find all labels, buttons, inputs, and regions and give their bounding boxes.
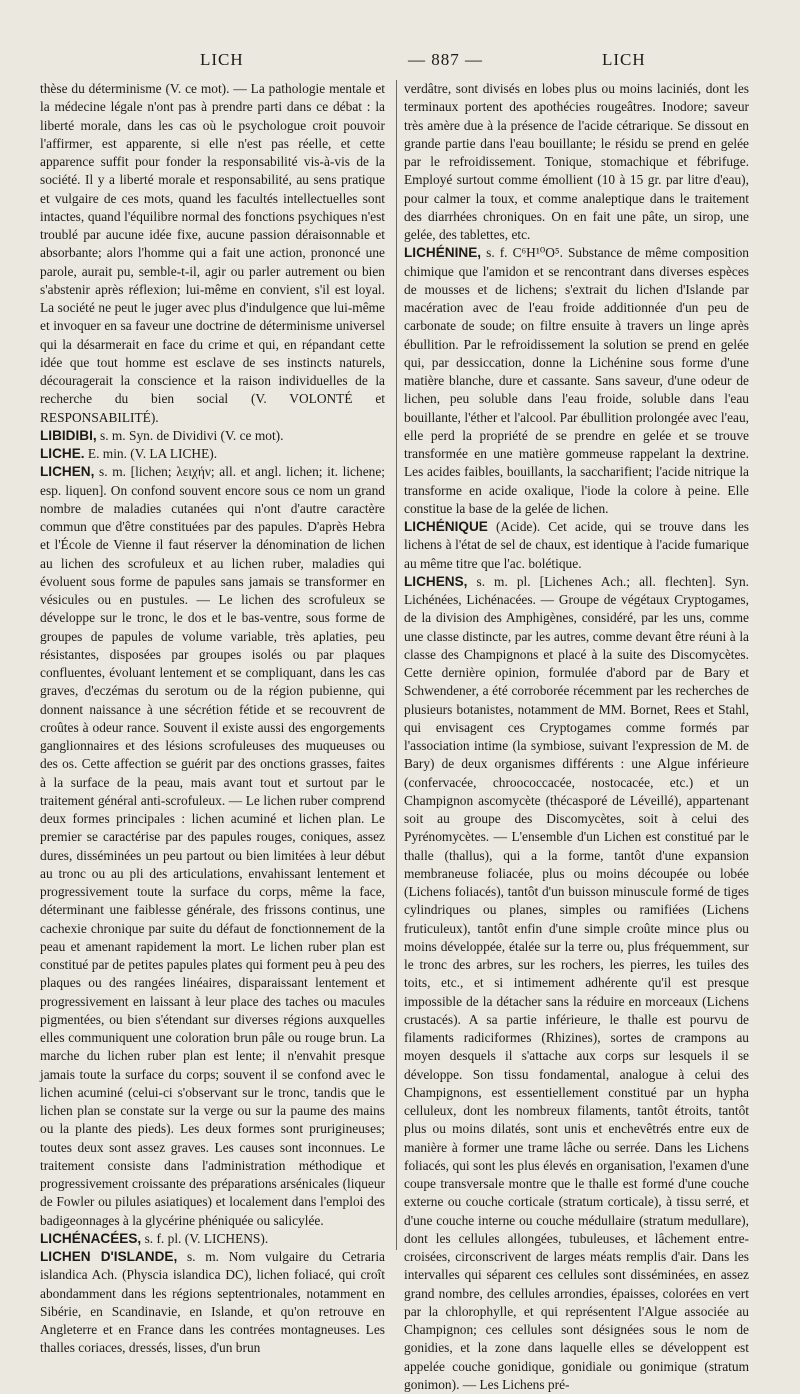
entry-text: verdâtre, sont divisés en lobes plus ou moins laciniés, dont les terminaux portent des apothécies rougeâtres. Inodore; saveur très amère due à la présence de l'acide cétrarique. Se dissout en grande partie dans l'eau bouillante; le résidu se prend en gelée par le refroidissement. Tonique, stomachique et fébrifuge. Employé surtout comme émollient (10 à 15 gr. par litre d'eau), pour calmer la toux, et comme analeptique dans le traitement des diarrhées chroniques. On en fait une pâte, un sirop, une gelée, des tablettes, etc. xyxy=(404,81,749,242)
page-number: — 887 — xyxy=(408,50,483,69)
entry-text: thèse du déterminisme (V. ce mot). — La pathologie mentale et la médecine légale n'ont pas à prendre parti dans ce débat : la liberté morale, dans les cas où le psychologue croit pouvoir l'affirmer, est apparente, si elle n'est pas réelle, et cette apparence suffit pour fonder la responsabilité vis-à-vis de la société. Il y a liberté morale et responsabilité, au sens pratique et vulgaire de ces mots, quand les facultés intellectuelles sont intactes, quand l'équilibre normal des fonctions psychiques n'est troublé par aucune idée fixe, aucune passion déraisonnable et absorbante; alors l'homme qui a fait une action, prononcé une parole, aurait pu, semble-t-il, agir ou parler autrement ou bien s'abstenir après réflexion; lui-même en convient, s'il est loyal. La société ne peut le juger avec plus d'indulgence que lui-même et invoquer en sa faveur une doctrine de déterminisme universel qui la désarmerait en face du crime et qui, en répandant cette idée que tout homme est esclave de ses instincts naturels, découragerait la conscience et la raison individuelles de la recherche du bien social (V. VOLONTÉ et RESPONSABILITÉ). xyxy=(40,81,385,425)
entry-libidibi xyxy=(40,427,385,445)
entry-lichenique xyxy=(404,518,749,573)
right-column xyxy=(404,80,749,1394)
entry-continuation-determinisme xyxy=(40,80,385,427)
running-header xyxy=(40,50,760,74)
entry-lichens xyxy=(404,573,749,1394)
entry-text: E. min. (V. LA LICHE). xyxy=(84,446,218,461)
entry-text: s. f. C⁶H¹⁰O⁵. Substance de même composition chimique que l'amidon et se rencontrant dans diverses espèces de mousses et de lichens; s'extrait du lichen d'Islande par macération avec de l'eau froide additionnée d'un peu de carbonate de soude; on filtre ensuite à travers un linge après ébullition. Par le refroidissement la solution se prend en gelée qui, par dessiccation, donne la Lichénine sous forme d'une matière blanche, dure et cassante. Sans saveur, d'une odeur de lichen, peu soluble dans l'eau froide, soluble dans l'eau bouillante, l'éther et l'alcool. Par ébullition prolongée avec l'eau, elle perd la propriété de se prendre en gelée et se trouve transformée en une matière gommeuse rappelant la dextrine. Les acides faibles, bouillants, la saccharifient; l'acide nitrique la transforme en acide oxalique, l'iode la colore à peine. Elle constitue la base de la gelée de lichen. xyxy=(404,245,749,516)
headword: LICHÉNINE, xyxy=(404,245,482,261)
headword: LICHÉNACÉES, xyxy=(40,1230,142,1246)
entry-liche xyxy=(40,445,385,463)
column-divider xyxy=(396,80,397,1250)
entry-text: s. m. pl. [Lichenes Ach.; all. flechten]. Syn. Lichénées, Lichénacées. — Groupe de végétaux Cryptogames, de la division des Amphigènes, considéré, par les uns, comme une classe distincte, par les autres, comme devant être réuni à la classe des Champignons et placé à la suite des Discomycètes. Cette dernière opinion, formulée d'abord par de Bary et Schwendener, a été corroborée récemment par les recherches de plusieurs botanistes, notamment de MM. Bornet, Rees et Stahl, qui envisagent ces Cryptogames comme formés par l'association intime (la symbiose, suivant l'expression de M. de Bary) de deux organismes différents : une Algue inférieure (confervacée, chroococcacée, nostocacée, etc.) et un Champignon ascomycète (thécasporé de Léveillé), appartenant soit au groupe des Discomycètes, soit à celui des Pyrénomycètes. — L'ensemble d'un Lichen est constitué par le thalle (thallus), qui a la forme, tantôt d'une expansion membraneuse foliacée, plus ou moins découpée ou lobée (Lichens foliacés), tantôt d'un buisson minuscule formé de tiges cylindriques ou planes, simples ou ramifiées (Lichens fruticuleux), tantôt enfin d'une simple croûte mince plus ou moins développée, étalée sur la terre ou, plus fréquemment, sur le tronc des arbres, sur les rochers, les pierres, les tuiles des toits, etc., et si intimement adhérente qu'il est presque impossible de la détacher sans la réduire en morceaux (Lichens crustacés). A sa partie inférieure, le thalle est pourvu de filaments radiciformes (Rhizines), sortes de crampons au moyen desquels il s'attache aux corps sur lesquels il se développe. Son tissu fondamental, analogue à celui des Champignons, est essentiellement constitué par un hypha celluleux, dont les nombreux filaments, tantôt étroits, tantôt plus ou moins dilatés, sont unis et enchevêtrés entre eux de manière à former une trame lâche ou serrée. Dans les Lichens foliacés, qui sont les plus élevés en organisation, l'examen d'une coupe transversale montre que le thalle est formé d'une couche externe ou couche corticale (stratum corticale), à tissu serré, et d'une couche interne ou couche médullaire (stratum medullare), dont les cellules allongées, tubuleuses, et lâchement entre-croisées, circonscrivent de larges méats remplis d'air. Dans les intervalles qui séparent ces cellules sont disséminées, en assez grand nombre, des cellules arrondies, épaisses, colorées en vert par la chlorophylle, et qui représentent l'Algue associée au Champignon; ces cellules sont désignées sous le nom de gonidies, et la zone dans laquelle elles se développent est appelée couche gonidique, gonidiale ou gonimique (stratum gonimon). — Les Lichens pré- xyxy=(404,573,749,1392)
headword: LICHÉNIQUE xyxy=(404,519,488,534)
headword: LICHENS, xyxy=(404,573,468,589)
header-left-guide-word: LICH xyxy=(200,50,244,69)
entry-text: s. m. Nom vulgaire du Cetraria islandica Ach. (Physcia islandica DC), lichen foliacé, qui croît abondamment dans les régions septentrionales, notamment en Sibérie, en Scandinavie, en Islande, et qu'on retrouve en Angleterre et en France dans les contrées montagneuses. Les thalles coriaces, dressés, lisses, d'un brun xyxy=(40,1249,385,1356)
headword: LICHEN D'ISLANDE, xyxy=(40,1249,178,1264)
entry-lichen-d-islande xyxy=(40,1248,385,1358)
entry-lichenacees xyxy=(40,1230,385,1248)
entry-text: s. f. pl. (V. LICHENS). xyxy=(141,1230,269,1246)
entry-lichenine xyxy=(404,244,749,518)
entry-text: (Acide). Cet acide, qui se trouve dans les lichens à l'état de sel de chaux, est identique à l'acide fumarique au même titre que l'ac. bolétique. xyxy=(404,519,749,571)
headword: LICHEN, xyxy=(40,464,95,480)
left-column xyxy=(40,80,385,1358)
entry-text: s. m. [lichen; λειχήν; all. et angl. lichen; it. lichene; esp. liquen]. On confond souvent encore sous ce nom un grand nombre de maladies cutanées qui n'ont d'autre caractère commun que d'être constituées par des papules. D'après Hebra et l'École de Vienne il faut réserver la dénomination de lichen au lichen des scrofuleux et au lichen ruber, maladies qui évoluent sous forme de papules sans jamais se transformer en vésicules ou en pustules. — Le lichen des scrofuleux se développe sur le tronc, le dos et le bas-ventre, sous forme de groupes de papules de volume variable, très aplaties, peu résistantes, disposées par groupes isolés ou par plaques confluentes, évoluant lentement et se compliquant, dans les cas graves, d'eczémas du serotum ou de la région pubienne, qui donnent naissance à une sécrétion fétide et se recouvrent de croûtes à odeur rance. Souvent il existe aussi des engorgements ganglionnaires et des lésions scrofuleuses des muqueuses ou des os. Cette affection se guérit par des onctions grasses, faites à la surface de la peau, mais avant tout et surtout par le traitement général anti-scrofuleux. — Le lichen ruber comprend deux formes principales : lichen acuminé et lichen plan. Le premier se caractérise par des papules rouges, coniques, assez dures, disséminées un peu partout ou bien limitées à leur début au tronc ou au pli des articulations, envahissant lentement et progressivement toute la surface du corps, même la face, déterminant une faiblesse générale, des frissons continus, une cachexie chronique par suite du défaut de fonctionnement de la peau et amenant rapidement la mort. Le lichen ruber plan est constitué par de petites papules plates qui forment peu à peu des plaques ou des rangées linéaires, disparaissant lentement et progressivement en laissant à leur place des taches ou macules pigmentées, ou bien s'étendant sur diverses régions auxquelles elles communiquent une coloration brun pâle ou rouge brun. La marche du lichen ruber plan est lente; il n'envahit presque jamais toute la surface du corps; souvent il se confond avec le lichen acuminé (celui-ci s'observant sur le tronc, tandis que le lichen plan se constate sur la verge ou sur la paume des mains ou la plante des pieds). Les deux formes sont prurigineuses; toutes deux sont assez graves. Les causes sont inconnues. Le traitement consiste dans l'administration méthodique et progressivement croissante des préparations arsénicales (liqueur de Fowler ou pilules asiatiques) et localement dans l'emploi des badigeonnages à la glycérine phéniquée ou salicylée. xyxy=(40,464,385,1228)
entry-lichen xyxy=(40,463,385,1230)
headword: LIBIDIBI, xyxy=(40,427,97,443)
entry-text: s. m. Syn. de Dividivi (V. ce mot). xyxy=(96,427,284,443)
entry-continuation-lichen-d-islande xyxy=(404,80,749,244)
headword: LICHE. xyxy=(40,446,85,461)
header-right-guide-word: LICH xyxy=(602,50,646,69)
